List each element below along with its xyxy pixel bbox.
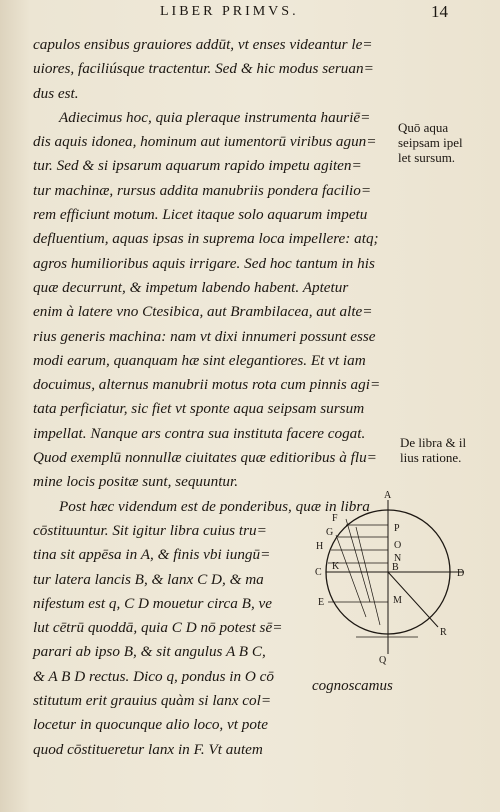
- text-line: tina sit appēsa in A, & finis vbi iungū=: [33, 546, 271, 564]
- text-line: stitutum erit grauius quàm si lanx col=: [33, 692, 272, 710]
- label-b: B: [392, 562, 399, 573]
- text-line: Adiecimus hoc, quia pleraque instrumenta hauriē=: [59, 108, 371, 126]
- margin-note-balance: [400, 435, 496, 465]
- text-line: agros humilioribus aquis irrigare. Sed hoc tantum in his: [33, 254, 375, 272]
- label-e: E: [318, 597, 325, 608]
- text-line: uiores, faciliúsque tractentur. Sed & hic modus seruan=: [33, 60, 374, 78]
- text-line: rem efficiunt motum. Licet itaque solo aquarum impetu: [33, 206, 368, 224]
- margin-note-line: lius ratione.: [400, 450, 462, 465]
- text-line: dus est.: [33, 84, 79, 102]
- page-number: 14: [431, 2, 448, 21]
- label-p: P: [394, 523, 400, 534]
- label-c: C: [315, 567, 322, 578]
- page-header: [160, 2, 448, 24]
- text-line: dis aquis idonea, hominum aut iumentorū viribus agun=: [33, 133, 377, 151]
- text-line: nifestum est q, C D mouetur circa B, ve: [33, 594, 273, 612]
- text-line: mine locis positæ sunt, sequuntur.: [33, 473, 239, 491]
- text-line: cōstituuntur. Sit igitur libra cuius tru=: [33, 521, 267, 539]
- margin-note-line: De libra & il: [400, 435, 467, 450]
- text-line: enim à latere vno Ctesibica, aut Brambilacea, aut alte=: [33, 303, 373, 321]
- text-line: impellat. Nanque ars contra sua instituta facere cogat.: [33, 424, 366, 442]
- margin-note-line: seipsam ipel: [398, 135, 463, 150]
- text-line: tur. Sed & si ipsarum aquarum rapido impetu agiten=: [33, 157, 362, 175]
- text-line: defluentium, aquas ipsas in suprema loca impellere: atq;: [33, 230, 379, 248]
- slant-line: [356, 527, 380, 625]
- text-line: Quod exemplū nonnullæ ciuitates quæ editioribus à flu=: [33, 449, 377, 467]
- margin-note-line: Quō aqua: [398, 120, 449, 135]
- label-o: O: [394, 540, 402, 551]
- label-f: F: [332, 513, 338, 524]
- text-line: modi earum, quanquam hæ sint elegantiores. Et vt iam: [33, 351, 366, 369]
- label-k: K: [332, 561, 340, 572]
- label-d: D: [457, 568, 465, 579]
- label-r: R: [440, 627, 447, 638]
- catchword: cognoscamus: [312, 678, 393, 694]
- text-line: capulos ensibus grauiores addūt, vt enses videantur le=: [33, 36, 373, 53]
- margin-note-line: let sursum.: [398, 150, 456, 165]
- slant-line: [346, 519, 370, 602]
- balance-diagram: [296, 487, 476, 672]
- text-line: & A B D rectus. Dico q, pondus in O cō: [33, 667, 275, 685]
- margin-note-water: [398, 120, 490, 165]
- slant-line: [336, 535, 366, 617]
- label-g: G: [326, 527, 334, 538]
- text-line: lut cētrū quoddā, quia C D nō potest sē=: [33, 619, 283, 637]
- text-line: quæ decurrunt, & impetum labendo habent. Aptetur: [33, 278, 349, 296]
- label-h: H: [316, 541, 324, 552]
- text-line: docuimus, alternus manubrii motus rota cum pinnis agi=: [33, 376, 381, 394]
- text-line: rius generis machina: nam vt dixi innumeri possunt esse: [33, 327, 376, 345]
- text-line: tur machinæ, rursus addita manubriis pondera facilio=: [33, 181, 372, 199]
- label-n: N: [394, 553, 402, 564]
- text-line: quod cōstitueretur lanx in F. Vt autem: [33, 740, 263, 758]
- text-line: locetur in quocunque alio loco, vt pote: [33, 716, 268, 734]
- running-title: LIBER PRIMVS.: [160, 4, 299, 19]
- label-q: Q: [379, 655, 387, 666]
- text-line: tata perficiatur, sic fiet vt sponte aqua seipsam sursum: [33, 400, 365, 418]
- label-a: A: [384, 490, 392, 501]
- text-line: tur latera lancis B, & lanx C D, & ma: [33, 570, 264, 588]
- label-m: M: [393, 595, 402, 606]
- text-line: parari ab ipso B, & sit angulus A B C,: [33, 643, 266, 661]
- text-line: Post hæc videndum est de ponderibus, quæ in libra: [59, 497, 370, 515]
